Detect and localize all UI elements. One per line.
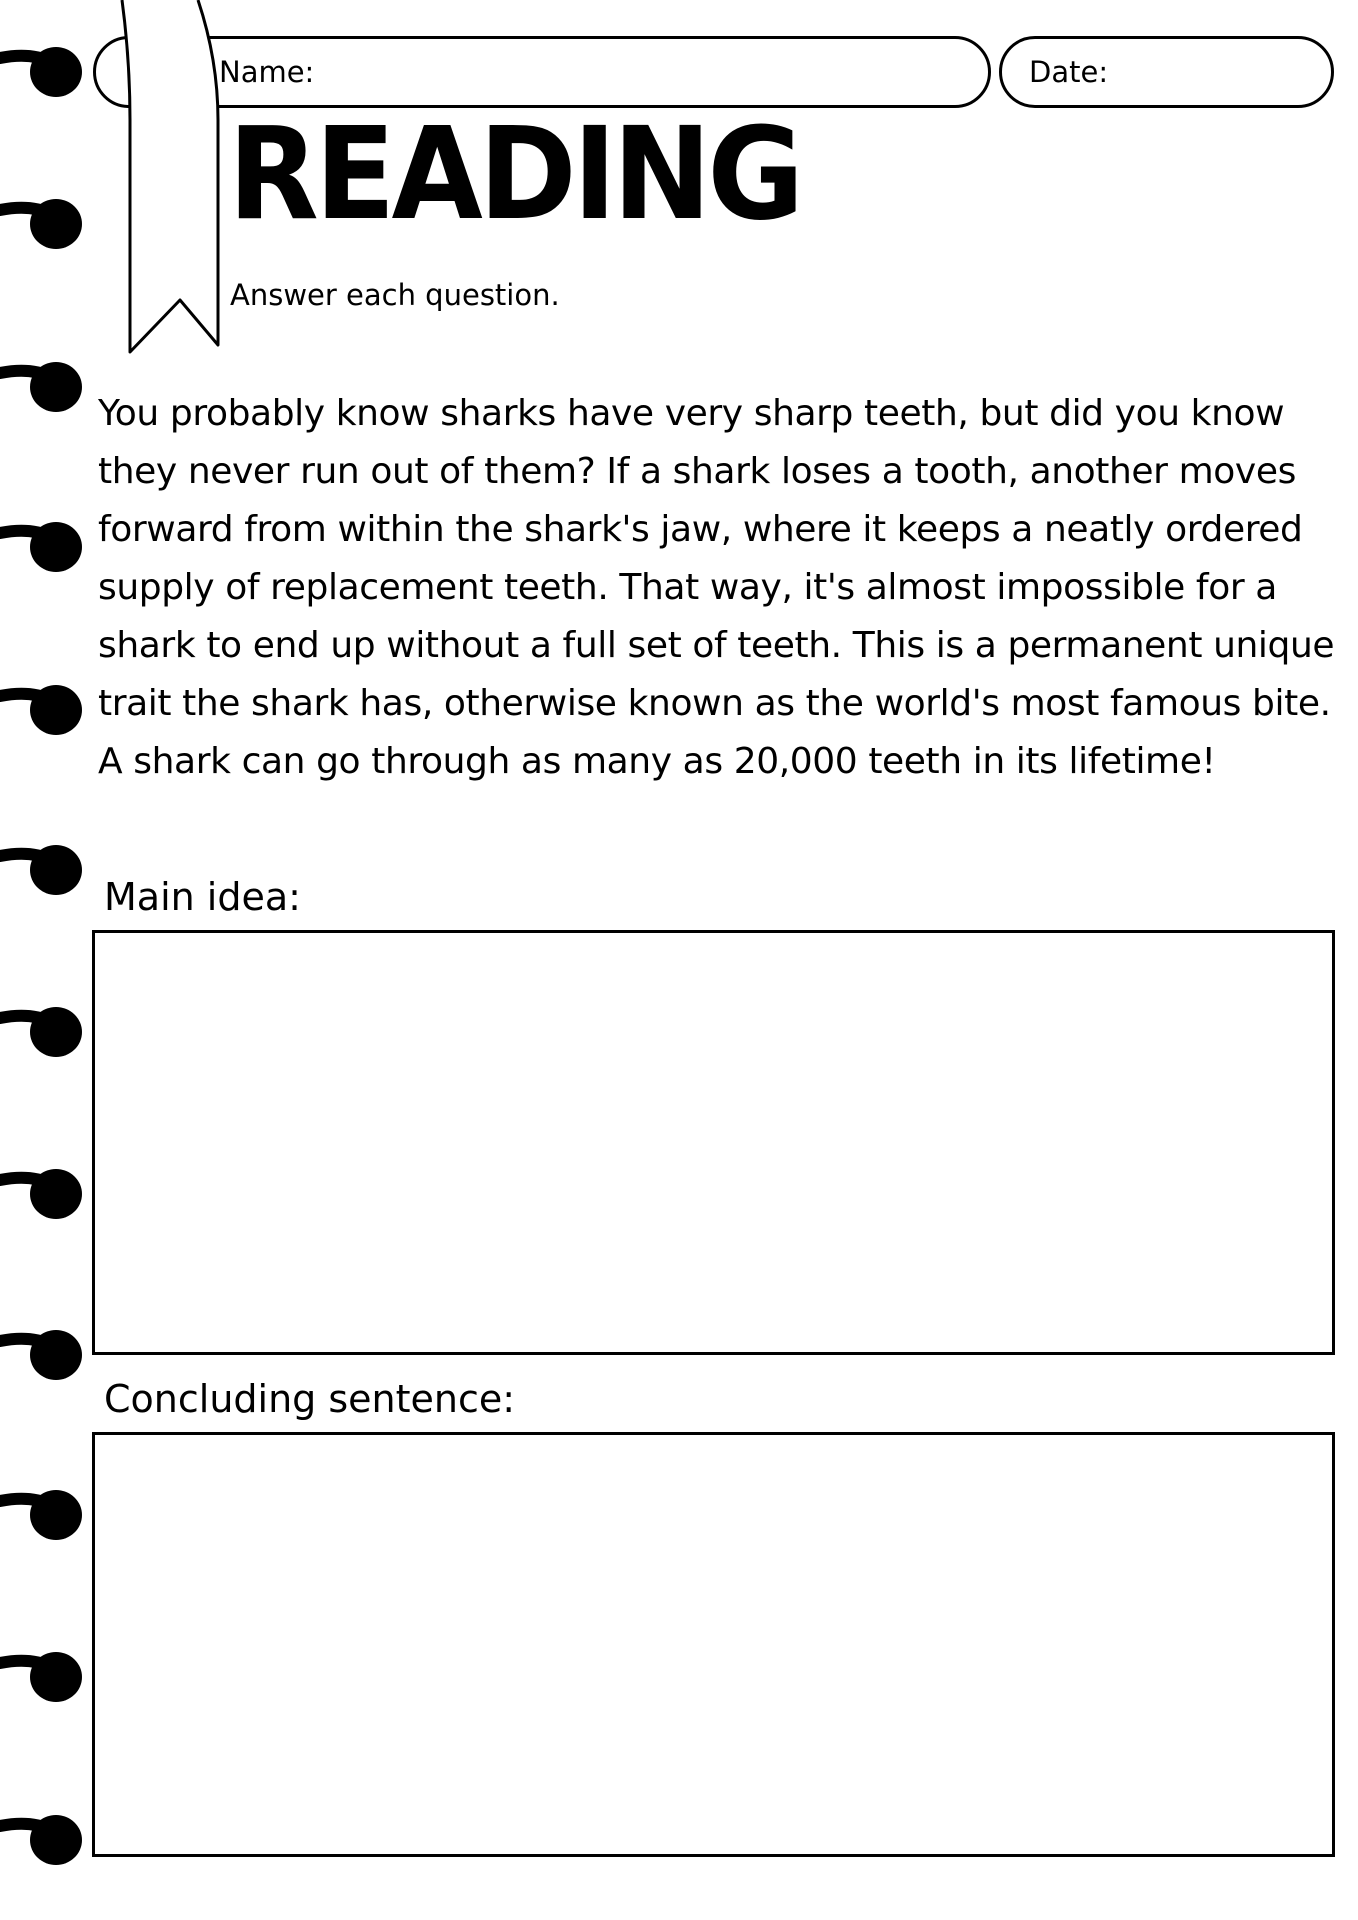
concluding-sentence-answer-box[interactable] [92, 1432, 1335, 1857]
concluding-sentence-label: Concluding sentence: [104, 1377, 516, 1421]
binder-ring-icon [0, 1000, 90, 1060]
binder-ring-icon [0, 192, 90, 252]
main-idea-label: Main idea: [104, 875, 301, 919]
reading-passage: You probably know sharks have very sharp teeth, but did you know they never run out of them? If a shark loses a tooth, another moves forward from within the shark's jaw, where it keeps a neatly ordered supply of replacement teeth. That way, it's almost impossible for a shark to end up without a full set of teeth. This is a permanent unique trait the shark has, otherwise known as the world's most famous bite. A shark can go through as many as 20,000 teeth in its lifetime! [98, 393, 1335, 782]
binder-ring-icon [0, 515, 90, 575]
binder-ring-icon [0, 1483, 90, 1543]
binder-ring-icon [0, 1162, 90, 1222]
binder-ring-icon [0, 678, 90, 738]
date-field[interactable] [999, 36, 1334, 108]
instructions: Answer each question. [230, 278, 560, 312]
binder-ring-icon [0, 1808, 90, 1868]
date-label: Date: [1029, 55, 1109, 89]
binder-ring-icon [0, 40, 90, 100]
binder-ring-icon [0, 355, 90, 415]
main-idea-answer-box[interactable] [92, 930, 1335, 1355]
binder-ring-icon [0, 1323, 90, 1383]
binder-ring-icon [0, 1645, 90, 1705]
binder-ring-icon [0, 838, 90, 898]
name-label: Name: [219, 55, 315, 89]
bookmark-ribbon-icon [120, 0, 230, 360]
page-title: READING [228, 99, 801, 249]
